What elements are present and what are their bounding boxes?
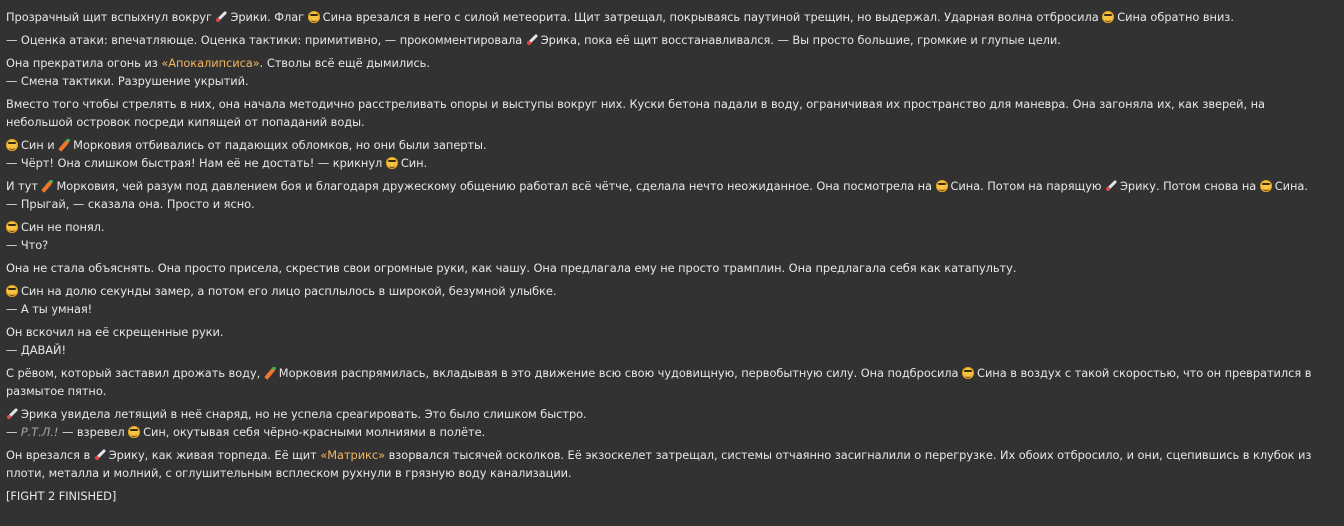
character-name-sin: Син xyxy=(21,284,44,298)
story-line xyxy=(6,405,1338,423)
character-name-morkovia: Морковия xyxy=(278,366,338,380)
story-text: , окутывая себя чёрно-красными молниями в полёте. xyxy=(165,425,486,439)
carrot-icon xyxy=(58,139,70,151)
story-paragraph-2 xyxy=(6,31,1338,49)
character-name-sin: Сина xyxy=(1117,10,1147,24)
highlighted-term: «Матрикс» xyxy=(320,448,386,462)
smiling-face-icon xyxy=(962,367,974,379)
story-paragraph-11 xyxy=(6,364,1338,400)
story-text: . Стволы всё ещё дымились. xyxy=(259,56,430,70)
character-name-sin: Сина xyxy=(1274,179,1305,193)
smiling-face-icon xyxy=(6,221,18,233)
smiling-face-icon xyxy=(6,285,18,297)
character-name-sin: Син xyxy=(21,220,44,234)
story-line xyxy=(6,282,1338,300)
character-name-sin: Син xyxy=(21,138,44,152)
story-text: С рёвом, который заставил дрожать воду, xyxy=(6,366,261,380)
story-text: — xyxy=(6,425,18,439)
dialogue-line: — А ты умная! xyxy=(6,302,93,316)
story-text: — Чёрт! Она слишком быстрая! Нам её не достать! — крикнул xyxy=(6,156,383,170)
story-text: Прозрачный щит вспыхнул вокруг xyxy=(6,10,212,24)
character-name-sin: Син xyxy=(143,425,166,439)
story-text: , чей разум под давлением боя и благодаря дружескому общению работал всё чётче, сделала нечто неожиданное. Она посмотрела на xyxy=(114,179,932,193)
story-text: на долю секунды замер, а потом его лицо расплылось в широкой, безумной улыбке. xyxy=(47,284,557,298)
story-paragraph-3 xyxy=(6,54,1338,90)
story-paragraph-13 xyxy=(6,446,1338,482)
syringe-icon xyxy=(215,11,227,23)
story-text: — Оценка атаки: впечатляюще. Оценка тактики: примитивно, — прокомментировала xyxy=(6,33,523,47)
smiling-face-icon xyxy=(128,426,140,438)
character-name-sin: Сина xyxy=(322,10,353,24)
dialogue-line: — Что? xyxy=(6,238,49,252)
story-paragraph-12 xyxy=(6,405,1338,441)
smiling-face-icon xyxy=(1102,11,1114,23)
smiling-face-icon xyxy=(1260,180,1272,192)
dialogue-line: — ДАВАЙ! xyxy=(6,343,66,357)
highlighted-term: «Апокалипсиса» xyxy=(161,56,260,70)
story-text: — взревел xyxy=(61,425,125,439)
story-paragraph-14 xyxy=(6,487,1338,505)
story-text: и xyxy=(47,138,55,152)
story-text: , пока её щит восстанавливался. — Вы просто большие, громкие и глупые цели. xyxy=(576,33,1061,47)
story-paragraph-7 xyxy=(6,218,1338,254)
italic-shout: Р.Т.Л.! xyxy=(20,425,59,439)
story-line xyxy=(6,177,1338,195)
syringe-icon xyxy=(1105,180,1117,192)
dialogue-line: — Прыгай, — сказала она. Просто и ясно. xyxy=(6,197,255,211)
story-line: Она не стала объяснять. Она просто присела, скрестив свои огромные руки, как чашу. Она предлагала ему не просто трамплин. Она предлагала себя как катапульту. xyxy=(6,261,1017,275)
dialogue-line xyxy=(6,154,1338,172)
syringe-icon xyxy=(526,34,538,46)
story-text: взорвался тысячей осколков. Её экзоскелет затрещал, системы отчаянно засигналили о перегрузке. Их обоих отбросило, и они, сцепившись в клубок из xyxy=(388,448,1312,462)
fight-finished-marker: [FIGHT 2 FINISHED] xyxy=(6,489,117,503)
story-line: небольшой островок посреди кипящей от попаданий воды. xyxy=(6,115,365,129)
story-paragraph-6 xyxy=(6,177,1338,213)
story-line: размытое пятно. xyxy=(6,384,107,398)
story-paragraph-8 xyxy=(6,259,1338,277)
story-text: . Флаг xyxy=(267,10,305,24)
carrot-icon xyxy=(41,180,53,192)
story-text: Она прекратила огонь из xyxy=(6,56,158,70)
story-text: в воздух с такой скоростью, что он превратился в xyxy=(1010,366,1312,380)
syringe-icon xyxy=(94,449,106,461)
syringe-icon xyxy=(6,408,18,420)
character-name-morkovia: Морковия xyxy=(73,138,132,152)
story-line xyxy=(6,54,1338,72)
story-text: не понял. xyxy=(47,220,105,234)
story-text: отбивались от падающих обломков, но они были заперты. xyxy=(135,138,487,152)
story-paragraph-5 xyxy=(6,136,1338,172)
character-name-erica: Эрика xyxy=(21,407,58,421)
story-text: . xyxy=(1304,179,1308,193)
character-name-morkovia: Морковия xyxy=(56,179,115,193)
dialogue-line xyxy=(6,423,1338,441)
story-text: распрямилась, вкладывая в это движение всю свою чудовищную, первобытную силу. Она подбросила xyxy=(340,366,959,380)
story-text: И тут xyxy=(6,179,38,193)
story-paragraph-1 xyxy=(6,8,1338,26)
smiling-face-icon xyxy=(386,157,398,169)
story-line: плоти, металла и молний, с оглушительным всплеском рухнули в грязную воду канализации. xyxy=(6,466,572,480)
carrot-icon xyxy=(264,367,276,379)
story-line xyxy=(6,136,1338,154)
story-text: , как живая торпеда. Её щит xyxy=(144,448,317,462)
story-text: Он врезался в xyxy=(6,448,91,462)
story-text: обратно вниз. xyxy=(1150,10,1234,24)
smiling-face-icon xyxy=(6,139,18,151)
story-text: . xyxy=(423,156,428,170)
story-line xyxy=(6,446,1338,464)
story-paragraph-10 xyxy=(6,323,1338,359)
character-name-sin: Сина xyxy=(977,366,1007,380)
smiling-face-icon xyxy=(308,11,320,23)
character-name-erica: Эрики xyxy=(230,10,268,24)
story-text: . Потом снова на xyxy=(1155,179,1257,193)
character-name-erica: Эрика xyxy=(540,33,577,47)
story-text: . Потом на парящую xyxy=(980,179,1102,193)
character-name-erica: Эрику xyxy=(108,448,145,462)
story-text: врезался в него с силой метеорита. Щит затрещал, покрываясь паутиной трещин, но выдержал. Ударная волна отбросила xyxy=(355,10,1099,24)
story-line: Вместо того чтобы стрелять в них, она начала методично расстреливать опоры и выступы вокруг них. Куски бетона падали в воду, ограничивая их пространство для маневра. Она загоняла их, как зверей, на xyxy=(6,97,1265,111)
story-line: Он вскочил на её скрещенные руки. xyxy=(6,325,224,339)
story-paragraph-4 xyxy=(6,95,1338,131)
story-text: увидела летящий в неё снаряд, но не успела среагировать. Это было слишком быстро. xyxy=(60,407,587,421)
character-name-sin: Син xyxy=(400,156,424,170)
dialogue-line: — Смена тактики. Разрушение укрытий. xyxy=(6,74,249,88)
character-name-sin: Сина xyxy=(950,179,981,193)
character-name-erica: Эрику xyxy=(1120,179,1156,193)
smiling-face-icon xyxy=(936,180,948,192)
story-line xyxy=(6,218,1338,236)
story-paragraph-9 xyxy=(6,282,1338,318)
story-line xyxy=(6,364,1338,382)
